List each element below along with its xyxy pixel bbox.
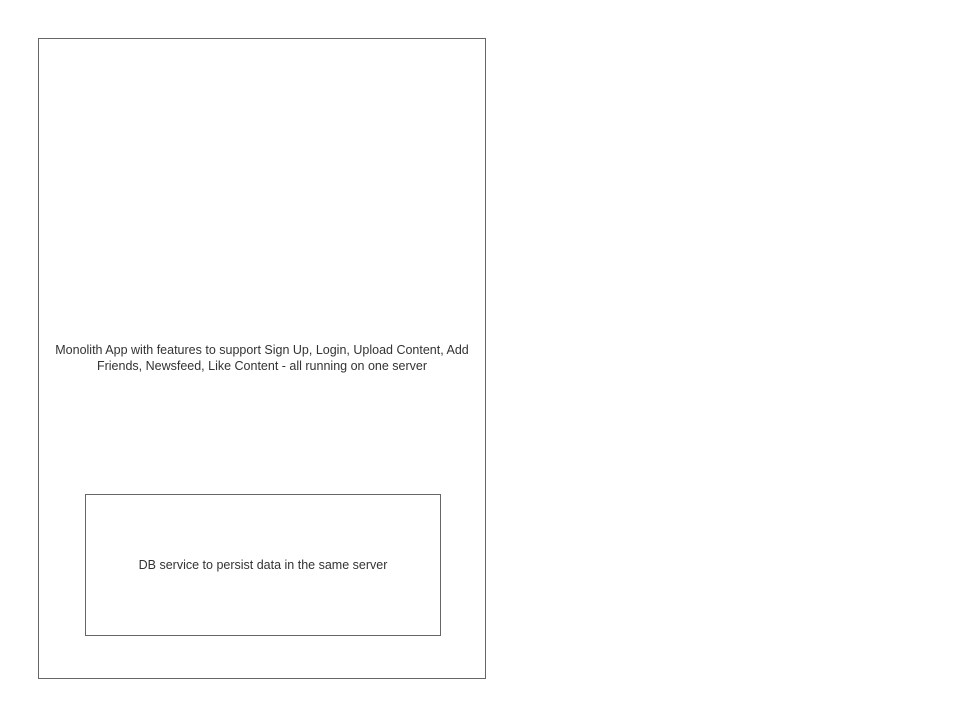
db-service-label: DB service to persist data in the same server [138,558,388,572]
monolith-app-label: Monolith App with features to support Sign Up, Login, Upload Content, Add Friends, Newsfeed, Like Content - all running on one server [55,343,469,373]
